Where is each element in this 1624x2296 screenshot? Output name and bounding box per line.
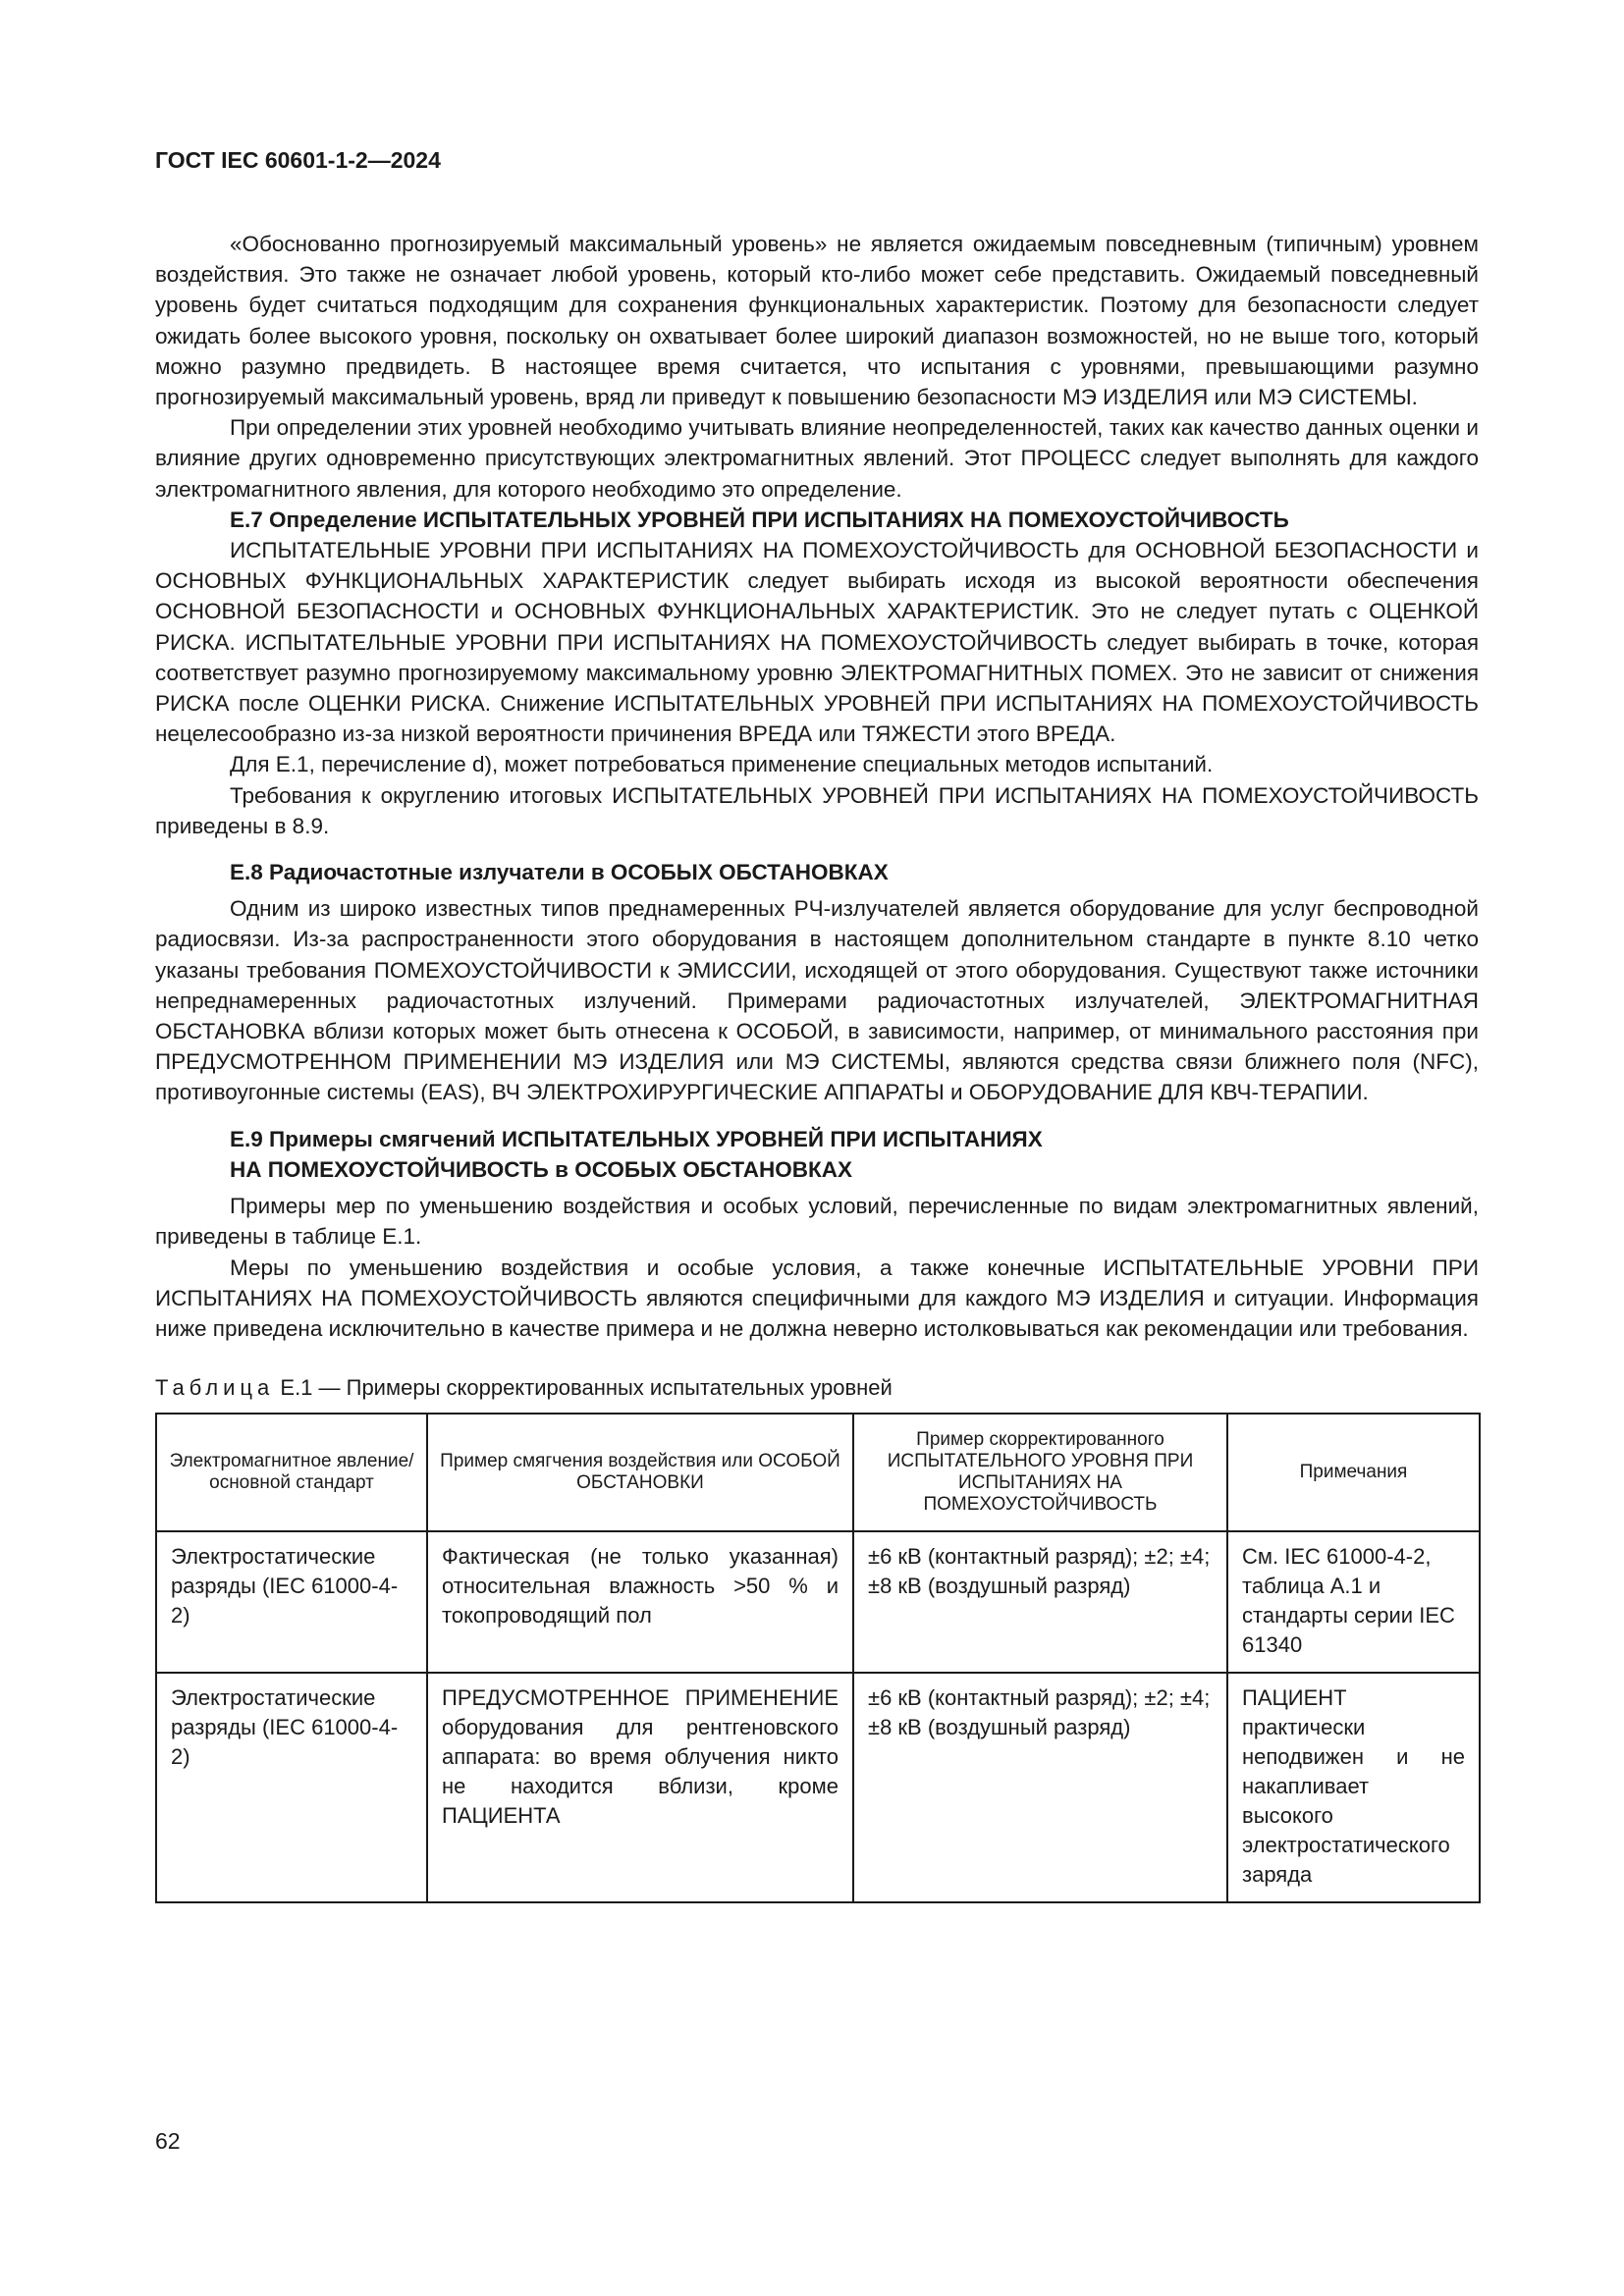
table-cell: См. IEC 61000-4-2, таблица А.1 и стандарты серии IEC 61340 [1227, 1531, 1480, 1673]
table-cell: ПРЕДУСМОТРЕННОЕ ПРИМЕНЕНИЕ оборудования для рентгеновского аппарата: во время облучения никто не находится вблизи, кроме ПАЦИЕНТА [427, 1673, 853, 1902]
table-cell: Электростатические разряды (IEC 61000-4-2) [156, 1531, 427, 1673]
column-header: Электромагнитное явление/основной стандарт [156, 1414, 427, 1531]
table-cell: ПАЦИЕНТ практически неподвижен и не накапливает высокого электростатического заряда [1227, 1673, 1480, 1902]
document-header: ГОСТ IEC 60601-1-2—2024 [155, 147, 441, 173]
section-heading-e9-line1: Е.9 Примеры смягчений ИСПЫТАТЕЛЬНЫХ УРОВНЕЙ ПРИ ИСПЫТАНИЯХ [230, 1126, 1043, 1151]
paragraph: Одним из широко известных типов преднамеренных РЧ-излучателей является оборудование для услуг беспроводной радиосвязи. Из-за распространенности этого оборудования в настоящем дополнительном стандарте в пункте 8.10 четко указаны требования ПОМЕХОУСТОЙЧИВОСТИ к ЭМИССИИ, исходящей от этого оборудования. Существуют также источники непреднамеренных радиочастотных излучений. Примерами радиочастотных излучателей, ЭЛЕКТРОМАГНИТНАЯ ОБСТАНОВКА вблизи которых может быть отнесена к ОСОБОЙ, в зависимости, например, от минимального расстояния при ПРЕДУСМОТРЕННОМ ПРИМЕНЕНИИ МЭ ИЗДЕЛИЯ или МЭ СИСТЕМЫ, являются средства связи ближнего поля (NFC), противоугонные системы (EAS), ВЧ ЭЛЕКТРОХИРУРГИЧЕСКИЕ АППАРАТЫ и ОБОРУДОВАНИЕ ДЛЯ КВЧ-ТЕРАПИИ. [155, 896, 1479, 1105]
column-header: Пример скорректированного ИСПЫТАТЕЛЬНОГО УРОВНЯ ПРИ ИСПЫТАНИЯХ НА ПОМЕХОУСТОЙЧИВОСТЬ [853, 1414, 1227, 1531]
section-heading-e9 [155, 1124, 1479, 1185]
table-cell: Фактическая (не только указанная) относительная влажность >50 % и токопроводящий пол [427, 1531, 853, 1673]
paragraph: Для Е.1, перечисление d), может потребоваться применение специальных методов испытаний. [230, 752, 1214, 777]
table-cell: Электростатические разряды (IEC 61000-4-2) [156, 1673, 427, 1902]
table-cell: ±6 кВ (контактный разряд); ±2; ±4; ±8 кВ (воздушный разряд) [853, 1531, 1227, 1673]
paragraph: При определении этих уровней необходимо учитывать влияние неопределенностей, таких как качество данных оценки и влияние других одновременно присутствующих электромагнитных явлений. Этот ПРОЦЕСС следует выполнять для каждого электромагнитного явления, для которого необходимо это определение. [155, 415, 1479, 502]
paragraph: «Обоснованно прогнозируемый максимальный уровень» не является ожидаемым повседневным (типичным) уровнем воздействия. Это также не означает любой уровень, который кто-либо может себе представить. Ожидаемый повседневный уровень будет считаться подходящим для сохранения функциональных характеристик. Поэтому для безопасности следует ожидать более высокого уровня, поскольку он охватывает более широкий диапазон возможностей, но не выше того, который можно разумно предвидеть. В настоящее время считается, что испытания с уровнями, превышающими разумно прогнозируемый максимальный уровень, вряд ли приведут к повышению безопасности МЭ ИЗДЕЛИЯ или МЭ СИСТЕМЫ. [155, 232, 1479, 410]
paragraph: Примеры мер по уменьшению воздействия и особых условий, перечисленные по видам электромагнитных явлений, приведены в таблице Е.1. [155, 1194, 1479, 1250]
paragraph: Меры по уменьшению воздействия и особые условия, а также конечные ИСПЫТАТЕЛЬНЫЕ УРОВНИ ПРИ ИСПЫТАНИЯХ НА ПОМЕХОУСТОЙЧИВОСТЬ являются специфичными для каждого МЭ ИЗДЕЛИЯ и ситуации. Информация ниже приведена исключительно в качестве примера и не должна неверно истолковываться как рекомендации или требования. [155, 1255, 1479, 1341]
section-heading-e9-line2: НА ПОМЕХОУСТОЙЧИВОСТЬ в ОСОБЫХ ОБСТАНОВКАХ [230, 1156, 852, 1182]
table-caption-label: Таблица [155, 1375, 275, 1401]
table-caption [155, 1373, 1479, 1403]
table-caption-text: Е.1 — Примеры скорректированных испытательных уровней [280, 1375, 893, 1401]
table-cell: ±6 кВ (контактный разряд); ±2; ±4; ±8 кВ (воздушный разряд) [853, 1673, 1227, 1902]
paragraph: Требования к округлению итоговых ИСПЫТАТЕЛЬНЫХ УРОВНЕЙ ПРИ ИСПЫТАНИЯХ НА ПОМЕХОУСТОЙЧИВОСТЬ приведены в 8.9. [155, 782, 1479, 838]
page-number: 62 [155, 2128, 181, 2154]
paragraph: ИСПЫТАТЕЛЬНЫЕ УРОВНИ ПРИ ИСПЫТАНИЯХ НА ПОМЕХОУСТОЙЧИВОСТЬ для ОСНОВНОЙ БЕЗОПАСНОСТИ и ОСНОВНЫХ ФУНКЦИОНАЛЬНЫХ ХАРАКТЕРИСТИК следует выбирать исходя из высокой вероятности обеспечения ОСНОВНОЙ БЕЗОПАСНОСТИ и ОСНОВНЫХ ФУНКЦИОНАЛЬНЫХ ХАРАКТЕРИСТИК. Это не следует путать с ОЦЕНКОЙ РИСКА. ИСПЫТАТЕЛЬНЫЕ УРОВНИ ПРИ ИСПЫТАНИЯХ НА ПОМЕХОУСТОЙЧИВОСТЬ следует выбирать в точке, которая соответствует разумно прогнозируемому максимальному уровню ЭЛЕКТРОМАГНИТНЫХ ПОМЕХ. Это не зависит от снижения РИСКА после ОЦЕНКИ РИСКА. Снижение ИСПЫТАТЕЛЬНЫХ УРОВНЕЙ ПРИ ИСПЫТАНИЯХ НА ПОМЕХОУСТОЙЧИВОСТЬ нецелесообразно из-за низкой вероятности причинения ВРЕДА или ТЯЖЕСТИ этого ВРЕДА. [155, 538, 1479, 747]
examples-table [155, 1413, 1481, 1903]
table-header-row [156, 1414, 1480, 1531]
section-heading-e7: Е.7 Определение ИСПЫТАТЕЛЬНЫХ УРОВНЕЙ ПРИ ИСПЫТАНИЯХ НА ПОМЕХОУСТОЙЧИВОСТЬ [230, 507, 1289, 532]
table-row [156, 1673, 1480, 1902]
column-header: Примечания [1227, 1414, 1480, 1531]
document-page [155, 147, 1479, 1903]
column-header: Пример смягчения воздействия или ОСОБОЙ ОБСТАНОВКИ [427, 1414, 853, 1531]
section-heading-e8: Е.8 Радиочастотные излучатели в ОСОБЫХ ОБСТАНОВКАХ [230, 860, 889, 885]
table-row [156, 1531, 1480, 1673]
